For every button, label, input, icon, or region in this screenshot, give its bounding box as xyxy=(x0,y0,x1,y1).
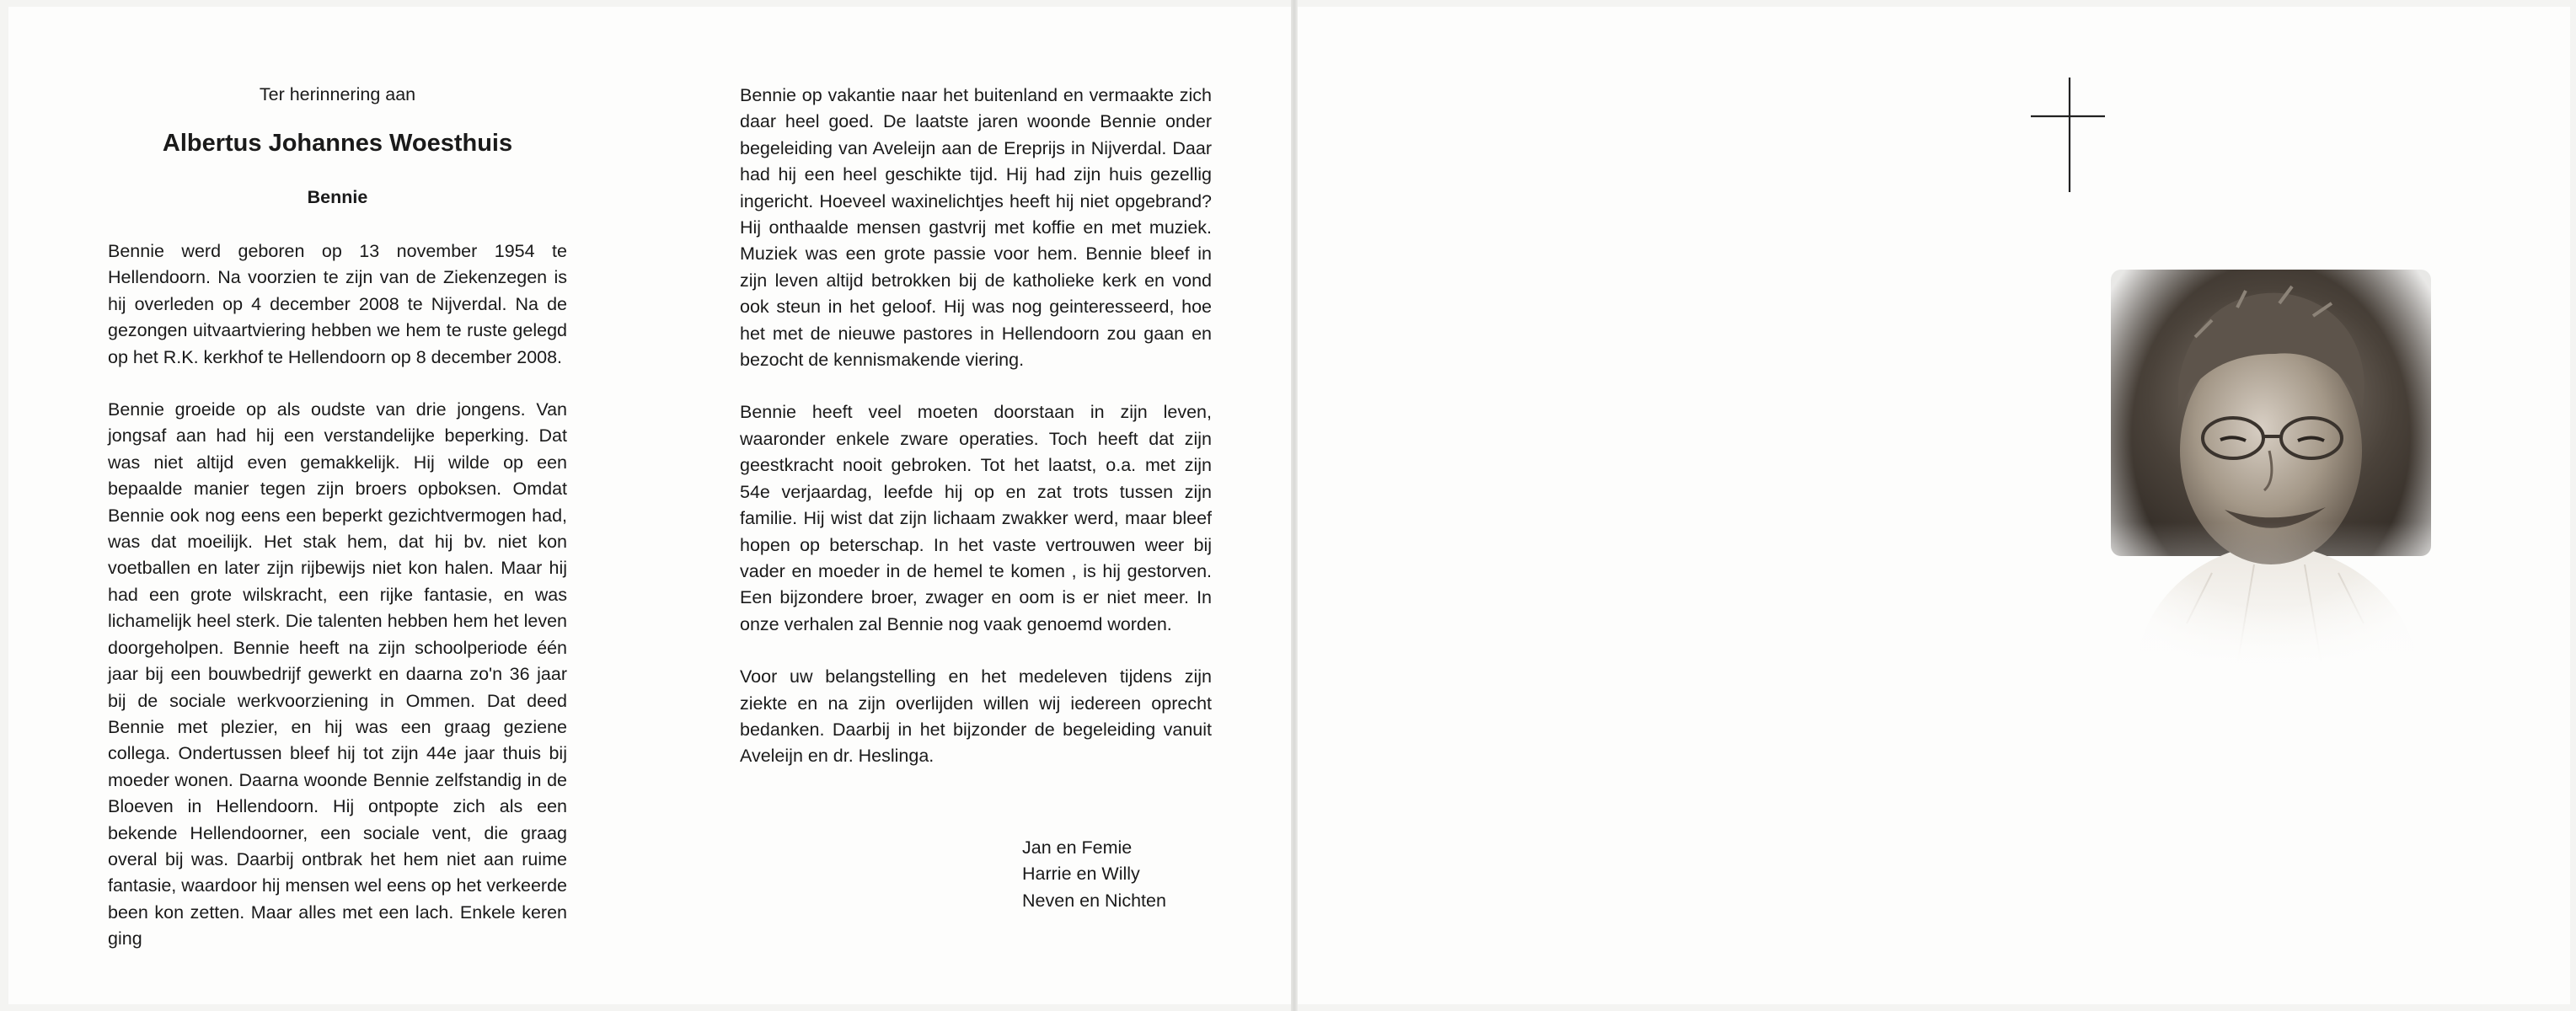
card-fold xyxy=(1291,0,1298,1011)
paragraph-illness: Bennie heeft veel moeten doorstaan in zijn leven, waaronder enkele zware operaties. Toch heeft dat zijn geestkracht nooit gebroken. Tot het laatst, o.a. met zijn 54e verjaardag, leefde hij op en zat trots tussen zijn familie. Hij wist dat zijn lichaam zwakker werd, maar bleef hopen op beterschap. In het vaste vertrouwen weer bij vader en moeder in de hemel te komen , is hij gestorven. Een bijzondere broer, zwager en oom is er niet meer. In onze verhalen zal Bennie nog vaak genoemd worden. xyxy=(740,402,1212,634)
left-text-column xyxy=(108,238,567,979)
nickname: Bennie xyxy=(307,187,368,207)
cross-icon xyxy=(2022,78,2107,195)
paragraph-birth-death: Bennie werd geboren op 13 november 1954 te Hellendoorn. Na voorzien te zijn van de Ziekenzegen is hij overleden op 4 december 2008 te Nijverdal. Na de gezongen uitvaartviering hebben we hem te ruste gelegd op het R.K. kerkhof te Hellendoorn op 8 december 2008. xyxy=(108,241,567,367)
intro-text: Ter herinnering aan xyxy=(259,84,416,104)
deceased-name: Albertus Johannes Woesthuis xyxy=(162,130,513,157)
signoff xyxy=(1022,835,1166,914)
signoff-line: Neven en Nichten xyxy=(1022,890,1166,911)
signoff-line: Harrie en Willy xyxy=(1022,864,1140,885)
signoff-line: Jan en Femie xyxy=(1022,837,1133,858)
right-text-column xyxy=(740,83,1212,796)
portrait-photo xyxy=(2111,270,2431,666)
paragraph-later-years: Bennie op vakantie naar het buitenland en vermaakte zich daar heel goed. De laatste jaren woonde Bennie onder begeleiding van Aveleijn aan de Ereprijs in Nijverdal. Daar had hij een heel geschikte tijd. Hij had zijn huis gezellig ingericht. Hoeveel waxinelichtjes heeft hij niet opgebrand? Hij onthaalde mensen gastvrij met koffie en met muziek. Muziek was een grote passie voor hem. Bennie bleef in zijn leven altijd betrokken bij de katholieke kerk en vond ook steun in het geloof. Hij was nog geinteresseerd, hoe het met de nieuwe pastores in Hellendoorn zou gaan en bezocht de kennismakende viering. xyxy=(740,85,1212,371)
paragraph-thanks: Voor uw belangstelling en het medeleven tijdens zijn ziekte en na zijn overlijden willen wij iedereen oprecht bedanken. Daarbij in het bijzonder de begeleiding vanuit Aveleijn en dr. Heslinga. xyxy=(740,666,1212,767)
left-page xyxy=(8,7,1291,1004)
paragraph-life-story: Bennie groeide op als oudste van drie jongens. Van jongsaf aan had hij een verstandelijke beperking. Dat was niet altijd even gemakkelijk. Hij wilde op een bepaalde manier tegen zijn broers opboksen. Omdat Bennie ook nog eens een beperkt gezichtvermogen had, was dat moeilijk. Het stak hem, dat hij bv. niet kon voetballen en later zijn rijbewijs niet kon halen. Maar hij had een grote wilskracht, een rijke fantasie, en was lichamelijk heel sterk. Die talenten hebben hem het leven doorgeholpen. Bennie heeft na zijn schoolperiode één jaar bij een bouwbedrijf gewerkt en daarna zo'n 36 jaar bij de sociale werkvoorziening in Ommen. Dat deed Bennie met plezier, en hij was een graag geziene collega. Ondertussen bleef hij tot zijn 44e jaar thuis bij moeder wonen. Daarna woonde Bennie zelfstandig in de Bloeven in Hellendoorn. Hij ontpopte zich als een bekende Hellendoorner, een sociale vent, die graag overal bij was. Daarbij ontbrak het hem niet aan ruime fantasie, waardoor hij mensen wel eens op het verkeerde been kon zetten. Maar alles met een lach. Enkele keren ging xyxy=(108,399,567,949)
